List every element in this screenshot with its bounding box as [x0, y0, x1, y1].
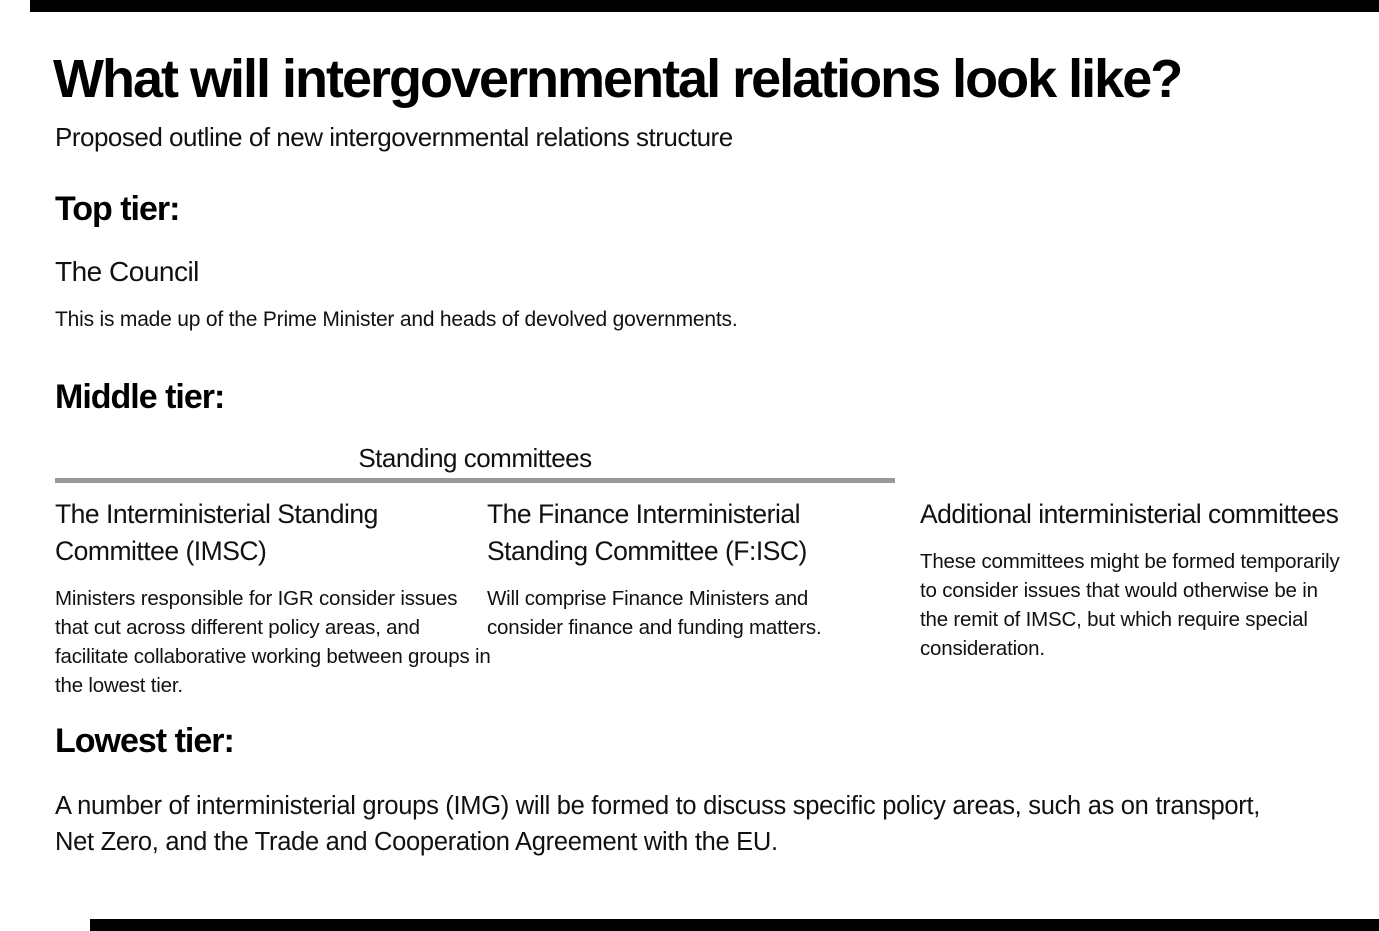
top-tier-description: This is made up of the Prime Minister and heads of devolved governments.: [55, 308, 738, 331]
standing-committees-divider: [55, 478, 895, 483]
committee-description: Will comprise Finance Ministers and consider finance and funding matters.: [487, 587, 822, 639]
committee-description: Ministers responsible for IGR consider issues that cut across different policy areas, and facilitate collaborative working between groups in the lowest tier.: [55, 587, 491, 697]
top-tier-body-name: The Council: [55, 256, 199, 287]
committee-title: The Interministerial Standing Committee (IMSC): [55, 499, 378, 566]
lowest-tier-heading: Lowest tier:: [55, 722, 234, 760]
committee-card-additional: [920, 496, 1340, 663]
committee-title: Additional interministerial committees: [920, 499, 1339, 529]
top-edge-bar: [30, 0, 1379, 12]
committee-card-fisc: [487, 496, 879, 642]
bottom-edge-bar: [90, 919, 1379, 931]
top-tier-heading: Top tier:: [55, 190, 180, 228]
page-subtitle: Proposed outline of new intergovernmental relations structure: [55, 122, 733, 152]
middle-tier-heading: Middle tier:: [55, 378, 225, 416]
lowest-tier-description: A number of interministerial groups (IMG) will be formed to discuss specific policy areas, such as on transport, Net Zero, and the Trade and Cooperation Agreement with the EU.: [55, 792, 1261, 856]
committee-description: These committees might be formed temporarily to consider issues that would otherwise be in the remit of IMSC, but which require special consideration.: [920, 550, 1340, 660]
page-title: What will intergovernmental relations look like?: [53, 49, 1182, 109]
committee-title: The Finance Interministerial Standing Committee (F:ISC): [487, 499, 807, 566]
committee-card-imsc: [55, 496, 495, 700]
standing-committees-label: Standing committees: [358, 443, 592, 473]
